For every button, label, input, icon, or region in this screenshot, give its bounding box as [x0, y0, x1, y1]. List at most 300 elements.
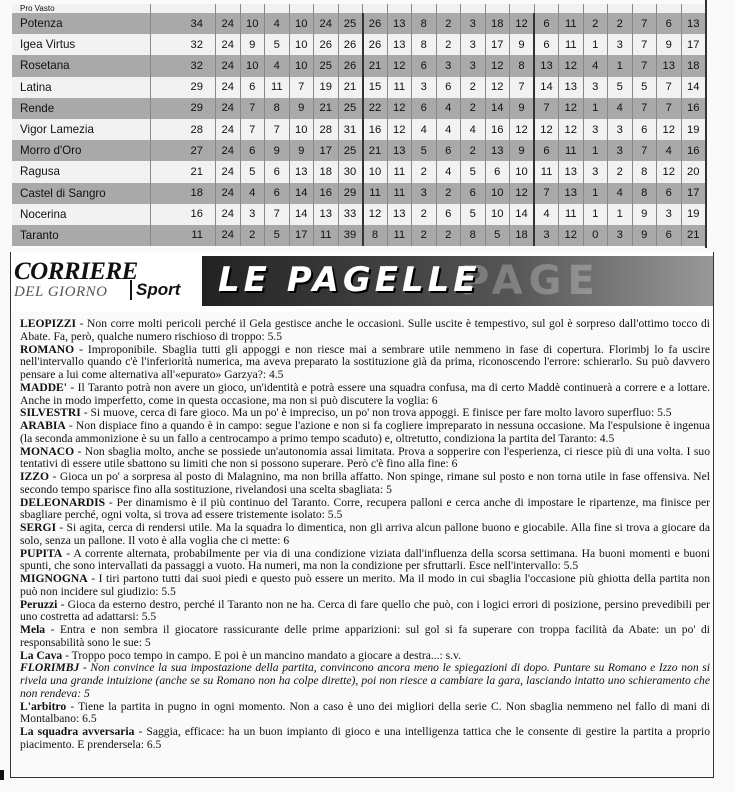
general-stat: 24	[216, 161, 241, 182]
table-cell	[583, 4, 608, 13]
away-stat: 9	[632, 225, 657, 246]
away-stat: 12	[559, 55, 584, 76]
player-name: ARABIA	[20, 419, 66, 432]
general-stat: 14	[289, 204, 314, 225]
away-stat: 4	[608, 183, 633, 204]
player-name: Mela	[20, 623, 46, 636]
away-stat: 13	[559, 161, 584, 182]
home-stat: 8	[461, 225, 486, 246]
rating-text: - Non sbaglia molto, anche se possiede un'autonomia assai limitata. Prova a sopperire con l'esperienza, ci riesce più di una volta. I suo tentativi di essere utile sbattono su limiti che non si possono superare. Però c'è fino alla fine: 6	[20, 444, 710, 471]
home-stat: 6	[485, 161, 510, 182]
team-name: Nocerina	[12, 204, 151, 225]
rating-text: - A corrente alternata, probabilmente per via di una condizione viziata dall'influenza della scorsa settimana. Ha buoni momenti e buoni spunti, che sono intervallati da passaggi a vuoto. Ha numeri, ma non la condizione per sfruttarli. Esce nell'intervallo: 5.5	[20, 546, 710, 573]
home-stat: 5	[461, 204, 486, 225]
team-points: 32	[151, 34, 216, 55]
away-stat: 6	[657, 183, 682, 204]
player-name: Peruzzi	[20, 597, 58, 611]
team-name: Potenza	[12, 13, 151, 34]
table-cell	[485, 4, 510, 13]
table-row	[12, 183, 706, 204]
table-cell	[608, 4, 633, 13]
home-stat: 5	[461, 161, 486, 182]
home-stat: 11	[387, 183, 412, 204]
general-stat: 18	[314, 161, 339, 182]
home-stat: 3	[461, 34, 486, 55]
away-stat: 3	[657, 204, 682, 225]
general-stat: 10	[240, 55, 265, 76]
home-stat: 13	[387, 140, 412, 161]
team-name: Pro Vasto	[12, 4, 151, 13]
away-stat: 20	[681, 161, 706, 182]
home-stat: 8	[510, 55, 535, 76]
table-cell	[314, 4, 339, 13]
home-stat: 14	[510, 204, 535, 225]
general-stat: 10	[240, 13, 265, 34]
away-stat: 1	[608, 204, 633, 225]
home-stat: 4	[461, 119, 486, 140]
home-stat: 13	[387, 13, 412, 34]
away-stat: 1	[583, 183, 608, 204]
home-stat: 12	[363, 204, 388, 225]
player-name: L'arbitro	[20, 699, 67, 713]
table-row	[12, 34, 706, 55]
standings-body	[12, 4, 706, 246]
away-stat: 2	[608, 13, 633, 34]
rating-text: - Troppo poco tempo in campo. E poi è un mancino mandato a giocare a destra...: s.v.	[62, 648, 462, 662]
general-stat: 21	[338, 77, 363, 98]
player-name: MADDE'	[20, 380, 68, 394]
away-stat: 7	[534, 98, 559, 119]
general-stat: 24	[216, 183, 241, 204]
home-stat: 2	[436, 225, 461, 246]
home-stat: 10	[363, 161, 388, 182]
home-stat: 26	[363, 34, 388, 55]
away-stat: 2	[583, 13, 608, 34]
away-stat: 5	[632, 77, 657, 98]
table-row	[12, 204, 706, 225]
title-ghost-text: PAGE	[460, 258, 601, 304]
table-row	[12, 161, 706, 182]
general-stat: 24	[216, 77, 241, 98]
home-stat: 11	[387, 77, 412, 98]
rating-paragraph	[20, 624, 710, 650]
away-stat: 2	[608, 161, 633, 182]
general-stat: 6	[240, 140, 265, 161]
rating-text: - Improponibile. Sbaglia tutti gli appoggi e non riesce mai a sembrare utile nemmeno in fase di copertura. Florimbj lo fa uscire nell'intervallo quando c'è l'inferiorità numerica, ma aveva preparato la sostituzione già da prima, riconoscendo l'errore: schierarlo. Su può davvero pensare a lui come alternativa all'«epurato» Garzya?: 4.5	[20, 342, 710, 381]
table-cell	[534, 4, 559, 13]
away-stat: 0	[583, 225, 608, 246]
logo-sport: Sport	[130, 280, 180, 300]
rating-paragraph	[20, 471, 710, 497]
home-stat: 12	[387, 119, 412, 140]
home-stat: 6	[436, 204, 461, 225]
rating-paragraph	[20, 497, 710, 523]
general-stat: 26	[338, 55, 363, 76]
away-stat: 21	[681, 225, 706, 246]
table-cell	[289, 4, 314, 13]
home-stat: 4	[412, 119, 437, 140]
player-name: SERGI	[20, 521, 57, 534]
logo-del-giorno: DEL GIORNO	[14, 284, 108, 300]
away-stat: 12	[559, 119, 584, 140]
home-stat: 2	[412, 225, 437, 246]
home-stat: 6	[461, 183, 486, 204]
home-stat: 12	[510, 13, 535, 34]
general-stat: 3	[240, 204, 265, 225]
home-stat: 12	[510, 183, 535, 204]
team-name: Latina	[12, 77, 151, 98]
general-stat: 6	[265, 183, 290, 204]
rating-text: - Entra e non sembra il giocatore rassicurante delle prime apparizioni: sul gol si fa superare con troppa facilità da Abate: un po' di responsabilità sono le sue: 5	[20, 623, 710, 649]
table-cell	[412, 4, 437, 13]
table-cell	[632, 4, 657, 13]
away-stat: 9	[632, 204, 657, 225]
home-stat: 3	[412, 77, 437, 98]
home-stat: 5	[485, 225, 510, 246]
general-stat: 5	[265, 225, 290, 246]
player-name: MONACO	[20, 444, 75, 458]
away-stat: 11	[559, 34, 584, 55]
player-name: ROMANO	[20, 342, 75, 356]
home-stat: 10	[485, 183, 510, 204]
away-stat: 1	[608, 55, 633, 76]
logo-corriere: CORRIERE	[14, 258, 138, 285]
table-cell	[387, 4, 412, 13]
general-stat: 24	[314, 13, 339, 34]
away-stat: 13	[559, 183, 584, 204]
rating-text: - Si muove, cerca di fare gioco. Ma un po' è impreciso, un po' non trova appoggi. E finisce per fare molto lavoro superfluo: 5.5	[80, 406, 672, 420]
general-stat: 9	[240, 34, 265, 55]
team-points: 11	[151, 225, 216, 246]
table-cell	[436, 4, 461, 13]
home-stat: 13	[485, 140, 510, 161]
away-stat: 12	[657, 119, 682, 140]
away-stat: 6	[632, 119, 657, 140]
team-points: 34	[151, 13, 216, 34]
newspaper-logo	[10, 254, 200, 306]
team-points: 27	[151, 140, 216, 161]
player-name: IZZO	[20, 470, 49, 483]
player-name: FLORIMBJ	[20, 661, 80, 675]
general-stat: 4	[265, 13, 290, 34]
general-stat: 10	[289, 34, 314, 55]
away-stat: 13	[534, 55, 559, 76]
rating-text: - Non convince la sua impostazione della partita, convincono ancora meno le spiegazioni di dopo. Puntare su Romano e Izzo non si rivela una grande intuizione (anche se su Romano non ha colpe dirette), poi non riesce a cambiare la gara, lasciando intatto uno schieramento che non rendeva: 5	[20, 661, 710, 700]
home-stat: 7	[510, 77, 535, 98]
home-stat: 2	[461, 98, 486, 119]
away-stat: 12	[559, 225, 584, 246]
home-stat: 16	[485, 119, 510, 140]
away-stat: 1	[583, 204, 608, 225]
home-stat: 3	[436, 55, 461, 76]
away-stat: 11	[534, 161, 559, 182]
away-stat: 7	[657, 77, 682, 98]
rating-paragraph	[20, 446, 710, 472]
home-stat: 4	[436, 119, 461, 140]
away-stat: 6	[534, 140, 559, 161]
home-stat: 12	[387, 55, 412, 76]
general-stat: 4	[240, 183, 265, 204]
general-stat: 19	[314, 77, 339, 98]
general-stat: 17	[314, 140, 339, 161]
home-stat: 12	[485, 77, 510, 98]
general-stat: 24	[216, 204, 241, 225]
away-stat: 7	[534, 183, 559, 204]
away-stat: 9	[657, 34, 682, 55]
player-name: SILVESTRI	[20, 406, 81, 420]
general-stat: 24	[216, 55, 241, 76]
away-stat: 13	[681, 13, 706, 34]
away-stat: 7	[632, 140, 657, 161]
away-stat: 4	[608, 98, 633, 119]
home-stat: 17	[485, 34, 510, 55]
general-stat: 21	[314, 98, 339, 119]
away-stat: 18	[681, 55, 706, 76]
home-stat: 22	[363, 98, 388, 119]
home-stat: 2	[461, 140, 486, 161]
team-name: Vigor Lamezia	[12, 119, 151, 140]
home-stat: 9	[510, 34, 535, 55]
home-stat: 9	[510, 140, 535, 161]
home-stat: 12	[387, 98, 412, 119]
general-stat: 10	[289, 13, 314, 34]
general-stat: 24	[216, 98, 241, 119]
general-stat: 7	[265, 119, 290, 140]
rating-paragraph	[20, 573, 710, 599]
away-stat: 6	[657, 13, 682, 34]
team-name: Rosetana	[12, 55, 151, 76]
table-row	[12, 77, 706, 98]
away-stat: 13	[657, 55, 682, 76]
away-stat: 4	[583, 55, 608, 76]
table-row	[12, 140, 706, 161]
home-stat: 2	[461, 77, 486, 98]
away-stat: 8	[632, 161, 657, 182]
general-stat: 13	[314, 204, 339, 225]
team-points: 18	[151, 183, 216, 204]
rating-text: - Gioca da esterno destro, perché il Taranto non ne ha. Cerca di fare quello che può, con i logici errori di posizione, persino prevedibili per uno costretta ad adattarsi: 5.5	[20, 597, 710, 624]
general-stat: 24	[216, 119, 241, 140]
away-stat: 4	[657, 140, 682, 161]
home-stat: 6	[412, 98, 437, 119]
rating-text: - Gioca un po' a sorpresa al posto di Malagnino, ma non brilla affatto. Non spinge, rimane sul posto e non torna utile in fase offensiva. Nel secondo tempo sparisce fino alla sostituzione, rivelandosi una scelta sbagliata: 5	[20, 470, 710, 496]
general-stat: 24	[216, 140, 241, 161]
general-stat: 9	[265, 140, 290, 161]
away-stat: 14	[534, 77, 559, 98]
away-stat: 17	[681, 34, 706, 55]
away-stat: 3	[583, 119, 608, 140]
general-stat: 17	[289, 225, 314, 246]
general-stat: 5	[265, 34, 290, 55]
away-stat: 14	[681, 77, 706, 98]
home-stat: 13	[387, 204, 412, 225]
home-stat: 18	[510, 225, 535, 246]
general-stat: 26	[314, 34, 339, 55]
general-stat: 25	[338, 140, 363, 161]
table-row	[12, 13, 706, 34]
general-stat: 33	[338, 204, 363, 225]
home-stat: 6	[412, 55, 437, 76]
home-stat: 6	[436, 77, 461, 98]
home-stat: 3	[461, 13, 486, 34]
away-stat: 3	[583, 161, 608, 182]
general-stat: 11	[265, 77, 290, 98]
team-name: Rende	[12, 98, 151, 119]
away-stat: 7	[632, 13, 657, 34]
general-stat: 10	[289, 119, 314, 140]
home-stat: 13	[387, 34, 412, 55]
general-stat: 25	[338, 13, 363, 34]
general-stat: 14	[289, 183, 314, 204]
away-stat: 3	[608, 225, 633, 246]
rating-paragraph	[20, 662, 710, 700]
rating-text: - Non dispiace fino a quando è in campo: segue l'azione e non si fa cogliere impreparato in nessuna occasione. Ma l'espulsione è ingenua (la seconda ammonizione è su un fallo a centrocampo a primo tempo scaduto) e, oltretutto, condiziona la partita del Taranto: 4.5	[20, 419, 710, 445]
team-name: Castel di Sangro	[12, 183, 151, 204]
rating-paragraph	[20, 726, 710, 752]
general-stat: 4	[265, 55, 290, 76]
team-name: Taranto	[12, 225, 151, 246]
home-stat: 12	[510, 119, 535, 140]
rating-paragraph	[20, 701, 710, 727]
home-stat: 11	[363, 183, 388, 204]
team-points: 21	[151, 161, 216, 182]
home-stat: 4	[436, 161, 461, 182]
rating-paragraph	[20, 548, 710, 574]
table-cell	[681, 4, 706, 13]
away-stat: 8	[632, 183, 657, 204]
home-stat: 12	[485, 55, 510, 76]
general-stat: 6	[265, 161, 290, 182]
general-stat: 16	[314, 183, 339, 204]
rating-text: - Il Taranto potrà non avere un gioco, un'identità e potrà essere una squadra confusa, ma di certo Maddè continuerà a correre e a lottare. Anche in modo imperfetto, come in questa occasione, ma non si può discutere la voglia: 6	[20, 380, 710, 407]
general-stat: 7	[289, 77, 314, 98]
general-stat: 9	[289, 140, 314, 161]
rating-paragraph	[20, 599, 710, 625]
away-stat: 19	[681, 119, 706, 140]
general-stat: 7	[240, 119, 265, 140]
home-stat: 16	[363, 119, 388, 140]
general-stat: 28	[314, 119, 339, 140]
away-stat: 13	[559, 77, 584, 98]
team-points: 32	[151, 55, 216, 76]
table-cell	[363, 4, 388, 13]
home-stat: 9	[510, 98, 535, 119]
general-stat: 39	[338, 225, 363, 246]
section-banner	[10, 252, 712, 312]
home-stat: 5	[412, 140, 437, 161]
general-stat: 25	[338, 98, 363, 119]
table-cell	[240, 4, 265, 13]
player-name: LEOPIZZI	[20, 317, 77, 330]
general-stat: 2	[240, 225, 265, 246]
table-cell	[657, 4, 682, 13]
general-stat: 10	[289, 55, 314, 76]
home-stat: 2	[436, 13, 461, 34]
away-stat: 11	[559, 204, 584, 225]
away-stat: 16	[681, 98, 706, 119]
rating-text: - Si agita, cerca di rendersi utile. Ma la squadra lo dimentica, non gli arriva alcun pallone buono e giocabile. Alla fine si trova a giocare da solo, senza un pallone. Il voto è alla voglia che ci mette: 6	[20, 521, 710, 547]
table-row	[12, 119, 706, 140]
ratings-article	[20, 318, 710, 752]
home-stat: 11	[387, 225, 412, 246]
home-stat: 8	[412, 34, 437, 55]
player-name: DELEONARDIS	[20, 495, 106, 509]
team-points: 16	[151, 204, 216, 225]
home-stat: 26	[363, 13, 388, 34]
table-row	[12, 98, 706, 119]
away-stat: 11	[559, 140, 584, 161]
rating-text: - I tiri partono tutti dai suoi piedi e questo può essere un merito. Ma il modo in cui sbaglia l'occasione più ghiotta della partita non può non incidere sul giudizio: 5.5	[20, 572, 710, 598]
rating-text: - Per dinamismo è il più continuo del Taranto. Corre, recupera palloni e cerca anche di impostare le ripartenze, ma finisce per sbagliare perché, ogni volta, si trova ad essere tristemente isolato: 5.5	[20, 495, 710, 522]
home-stat: 3	[412, 183, 437, 204]
general-stat: 7	[240, 98, 265, 119]
away-stat: 16	[681, 140, 706, 161]
player-name: MIGNOGNA	[20, 572, 88, 585]
away-stat: 7	[632, 98, 657, 119]
general-stat: 29	[338, 183, 363, 204]
home-stat: 21	[363, 140, 388, 161]
table-row	[12, 225, 706, 246]
home-stat: 2	[412, 161, 437, 182]
home-stat: 21	[363, 55, 388, 76]
home-stat: 2	[436, 183, 461, 204]
home-stat: 2	[436, 34, 461, 55]
home-stat: 11	[387, 161, 412, 182]
table-cell	[510, 4, 535, 13]
team-points: 29	[151, 77, 216, 98]
standings-table	[12, 4, 706, 246]
table-cell	[461, 4, 486, 13]
away-stat: 3	[534, 225, 559, 246]
away-stat: 6	[534, 34, 559, 55]
away-stat: 7	[632, 55, 657, 76]
general-stat: 24	[216, 225, 241, 246]
general-stat: 26	[338, 34, 363, 55]
general-stat: 11	[314, 225, 339, 246]
away-stat: 19	[681, 204, 706, 225]
general-stat: 13	[289, 161, 314, 182]
general-stat: 6	[240, 77, 265, 98]
general-stat: 25	[314, 55, 339, 76]
table-cell	[216, 4, 241, 13]
rating-text: - Tiene la partita in pugno in ogni momento. Non a caso è uno dei migliori della serie C. Non sbaglia nemmeno nel fallo di mani di Montalbano: 6.5	[20, 699, 710, 726]
rating-paragraph	[20, 318, 710, 344]
home-stat: 8	[412, 13, 437, 34]
away-stat: 11	[559, 13, 584, 34]
away-stat: 4	[534, 204, 559, 225]
rating-paragraph	[20, 522, 710, 548]
edge-mark	[0, 770, 4, 780]
team-name: Morro d'Oro	[12, 140, 151, 161]
general-stat: 31	[338, 119, 363, 140]
table-edge-line	[705, 0, 713, 248]
home-stat: 4	[436, 98, 461, 119]
table-row	[12, 55, 706, 76]
team-points: 28	[151, 119, 216, 140]
away-stat: 3	[608, 34, 633, 55]
section-title: LE PAGELLE	[218, 260, 481, 300]
away-stat: 7	[632, 34, 657, 55]
team-name: Igea Virtus	[12, 34, 151, 55]
rating-text: - Non corre molti pericoli perché il Gela gestisce anche le occasioni. Sulle uscite è tempestivo, sul gol è sorpreso dall'ottimo tocco di Abate. Fa, però, qualche numero rischioso di troppo: 5.5	[20, 317, 710, 343]
general-stat: 9	[289, 98, 314, 119]
away-stat: 1	[583, 34, 608, 55]
player-name: PUPITA	[20, 546, 63, 560]
home-stat: 6	[436, 140, 461, 161]
away-stat: 17	[681, 183, 706, 204]
home-stat: 15	[363, 77, 388, 98]
general-stat: 30	[338, 161, 363, 182]
